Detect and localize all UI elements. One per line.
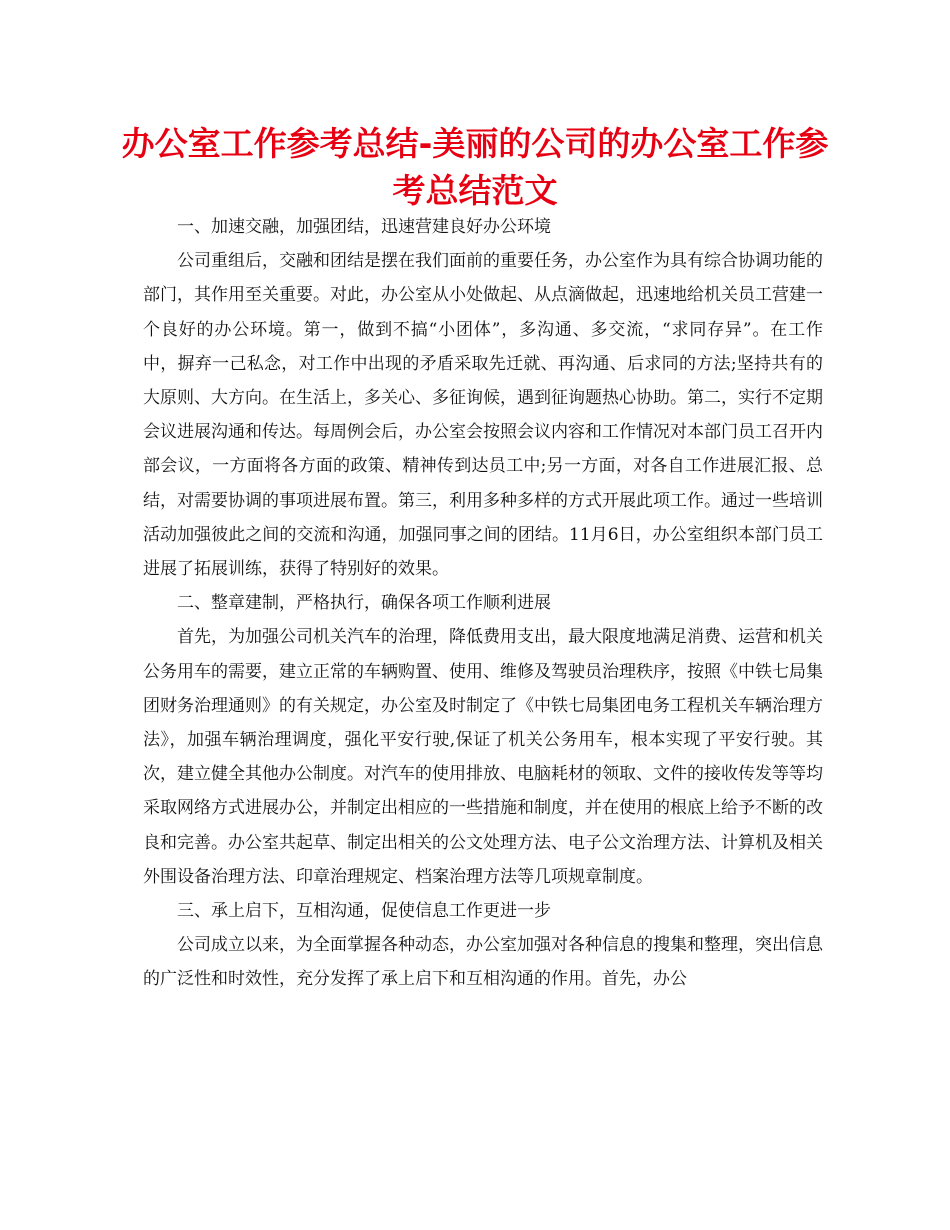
section-heading-3: 三、承上启下，互相沟通，促使信息工作更进一步 — [177, 901, 551, 922]
paragraph-2: 首先，为加强公司机关汽车的治理，降低费用支出，最大限度地满足消费、运营和机关公务用车的需要，建立正常的车辆购置、使用、维修及驾驶员治理秩序，按照《中铁七局集团财务治理通则》的有关规定，办公室及时制定了《中铁七局集团电务工程机关车辆治理方法》，加强车辆治理调度，强化平安行驶,保证了机关公务用车，根本实现了平安行驶。其次，建立健全其他办公制度。对汽车的使用排放、电脑耗材的领取、文件的接收传发等等均采取网络方式进展办公，并制定出相应的一些措施和制度，并在使用的根底上给予不断的改良和完善。办公室共起草、制定出相关的公文处理方法、电子公文治理方法、计算机及相关外围设备治理方法、印章治理规定、档案治理方法等几项规章制度。 — [143, 627, 823, 887]
section-heading-1: 一、加速交融，加强团结，迅速营建良好办公环境 — [177, 217, 551, 237]
paragraph-3: 公司成立以来，为全面掌握各种动态，办公室加强对各种信息的搜集和整理，突出信息的广泛性和时效性，充分发挥了承上启下和互相沟通的作用。首先，办公 — [143, 935, 823, 990]
document-body — [143, 210, 823, 997]
paragraph-1: 公司重组后，交融和团结是摆在我们面前的重要任务，办公室作为具有综合协调功能的部门，其作用至关重要。对此，办公室从小处做起、从点滴做起，迅速地给机关员工营建一个良好的办公环境。第一，做到不搞“小团体”，多沟通、多交流，“求同存异”。在工作中，摒弃一己私念，对工作中出现的矛盾采取先迁就、再沟通、后求同的方法;坚持共有的大原则、大方向。在生活上，多关心、多征询候，遇到征询题热心协助。第二，实行不定期会议进展沟通和传达。每周例会后，办公室会按照会议内容和工作情况对本部门员工召开内部会议，一方面将各方面的政策、精神传到达员工中;另一方面，对各自工作进展汇报、总结，对需要协调的事项进展布置。第三，利用多种多样的方式开展此项工作。通过一些培训活动加强彼此之间的交流和沟通，加强同事之间的团结。11月6日，办公室组织本部门员工进展了拓展训练，获得了特别好的效果。 — [143, 251, 823, 580]
document-title: 办公室工作参考总结-美丽的公司的办公室工作参考总结范文 — [121, 124, 829, 210]
section-heading-2: 二、整章建制，严格执行，确保各项工作顺利进展 — [177, 593, 551, 614]
